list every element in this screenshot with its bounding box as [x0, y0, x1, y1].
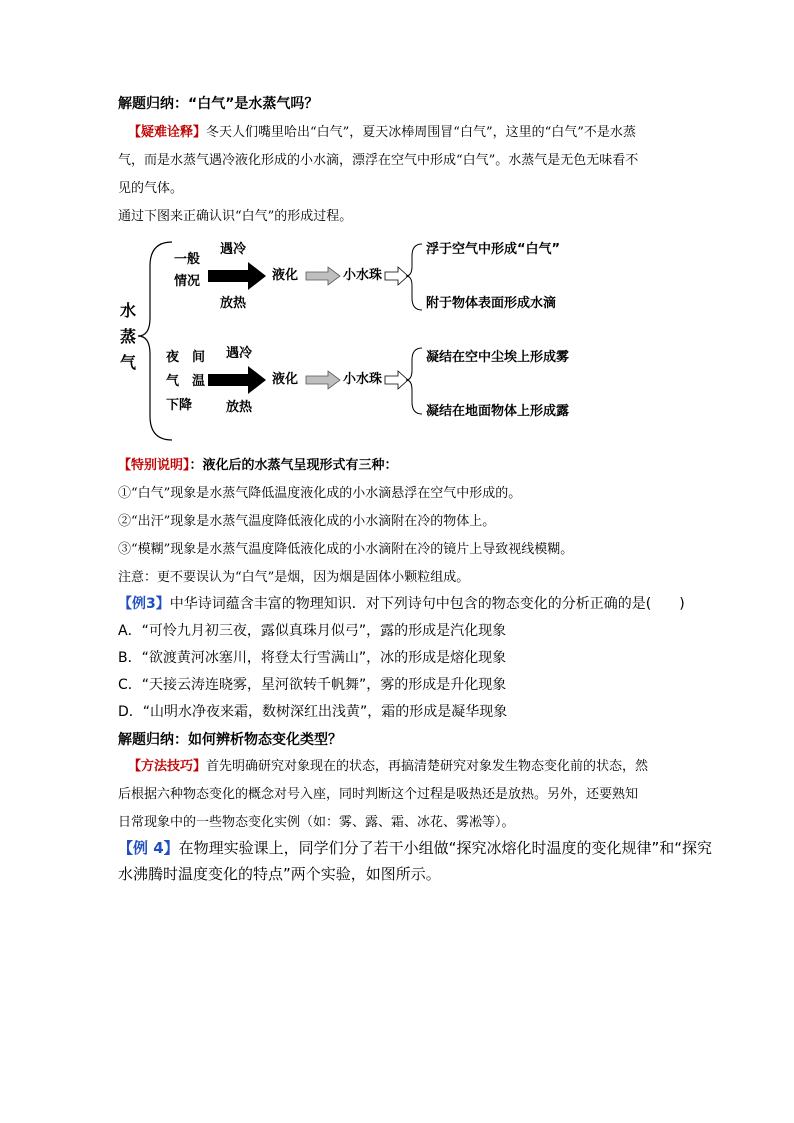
bottom-condition-line2: 气 温	[166, 374, 206, 389]
top-condition-line2: 情况	[174, 274, 201, 289]
special-note-item-1: ①“白气”现象是水蒸气降低温度液化成的小水滴悬浮在空气中形成的。	[118, 486, 522, 501]
root-char-2: 蒸	[120, 327, 137, 346]
bottom-arrow-above: 遇冷	[226, 346, 253, 361]
section-heading-state-change: 解题归纳：如何辨析物态变化类型？	[118, 732, 342, 748]
special-note-item-2: ②“出汗”现象是水蒸气温度降低液化成的小水滴附在冷的物体上。	[118, 514, 496, 529]
top-outcome-2: 附于物体表面形成水滴	[426, 296, 557, 311]
difficulty-text-1: 冬天人们嘴里哈出“白气”，夏天冰棒周围冒“白气”，这里的“白气”不是水蒸	[206, 125, 636, 140]
special-note-heading	[118, 457, 398, 475]
bottom-outcome-2: 凝结在地面物体上形成露	[426, 404, 570, 419]
example3-option-c: C．“天接云涛连晓雾，星河欲转千帆舞”，雾的形成是升化现象	[118, 677, 507, 693]
top-result: 小水珠	[343, 268, 383, 283]
root-char-1: 水	[120, 301, 137, 320]
special-note-caution: 注意：更不要误认为“白气”是烟，因为烟是固体小颗粒组成。	[118, 570, 470, 585]
bottom-condition-line1: 夜 间	[166, 350, 206, 365]
example4-line2: 水沸腾时温度变化的特点”两个实验，如图所示。	[118, 865, 441, 883]
example4-line1	[118, 838, 712, 858]
method-tag: 【方法技巧】	[128, 759, 207, 774]
bottom-condition-line3: 下降	[166, 398, 193, 413]
bottom-result: 小水珠	[343, 372, 383, 387]
example3-tag: 【例3】	[118, 596, 170, 612]
top-condition-line1: 一般	[174, 252, 201, 267]
difficulty-explanation-line2: 气，而是水蒸气遇冷液化形成的小水滴，漂浮在空气中形成“白气”。水蒸气是无色无味看不	[118, 153, 639, 168]
top-arrow-below: 放热	[220, 296, 247, 311]
example4-text-1: 在物理实验课上，同学们分了若干小组做“探究冰熔化时温度的变化规律”和“探究	[178, 839, 712, 857]
top-arrow-above: 遇冷	[220, 242, 247, 257]
bottom-outcome-1: 凝结在空中尘埃上形成雾	[426, 350, 570, 365]
special-note-tag: 【特别说明】	[118, 458, 190, 473]
root-char-3: 气	[120, 353, 137, 372]
section-heading-white-gas: 解题归纳：“白气”是水蒸气吗？	[118, 96, 319, 112]
method-line3: 日常现象中的一些物态变化实例（如：雾、露、霜、冰花、雾凇等）。	[118, 815, 515, 830]
method-line1	[128, 758, 648, 776]
difficulty-explanation-line3: 见的气体。	[118, 181, 184, 196]
example3-option-a: A．“可怜九月初三夜，露似真珠月似弓”，露的形成是汽化现象	[118, 623, 507, 639]
example3-option-d: D．“山明水净夜来霜，数树深红出浅黄”，霜的形成是凝华现象	[118, 704, 508, 720]
top-process: 液化	[272, 268, 299, 283]
bottom-process: 液化	[272, 372, 299, 387]
example3-question-text: 中华诗词蕴含丰富的物理知识．对下列诗句中包含的物态变化的分析正确的是( )	[169, 596, 685, 612]
difficulty-tag: 【疑难诠释】	[128, 125, 207, 140]
special-note-item-3: ③“模糊”现象是水蒸气温度降低液化成的小水滴附在冷的镜片上导致视线模糊。	[118, 542, 574, 557]
method-line2: 后根据六种物态变化的概念对号入座，同时判断这个过程是吸热还是放热。另外，还要熟知	[118, 787, 639, 802]
method-text-1: 首先明确研究对象现在的状态，再搞清楚研究对象发生物态变化前的状态，然	[206, 759, 649, 774]
top-outcome-1: 浮于空气中形成“白气”	[426, 242, 561, 257]
example4-tag: 【例 4】	[118, 839, 179, 857]
white-gas-formation-diagram	[110, 236, 570, 446]
bottom-arrow-below: 放热	[226, 400, 253, 415]
example3-question	[118, 595, 685, 613]
special-note-lead: ：液化后的水蒸气呈现形式有三种：	[189, 458, 398, 473]
difficulty-explanation-line1	[128, 124, 636, 142]
example3-option-b: B．“欲渡黄河冰塞川，将登太行雪满山”，冰的形成是熔化现象	[118, 650, 507, 666]
diagram-intro: 通过下图来正确认识“白气”的形成过程。	[118, 209, 353, 224]
